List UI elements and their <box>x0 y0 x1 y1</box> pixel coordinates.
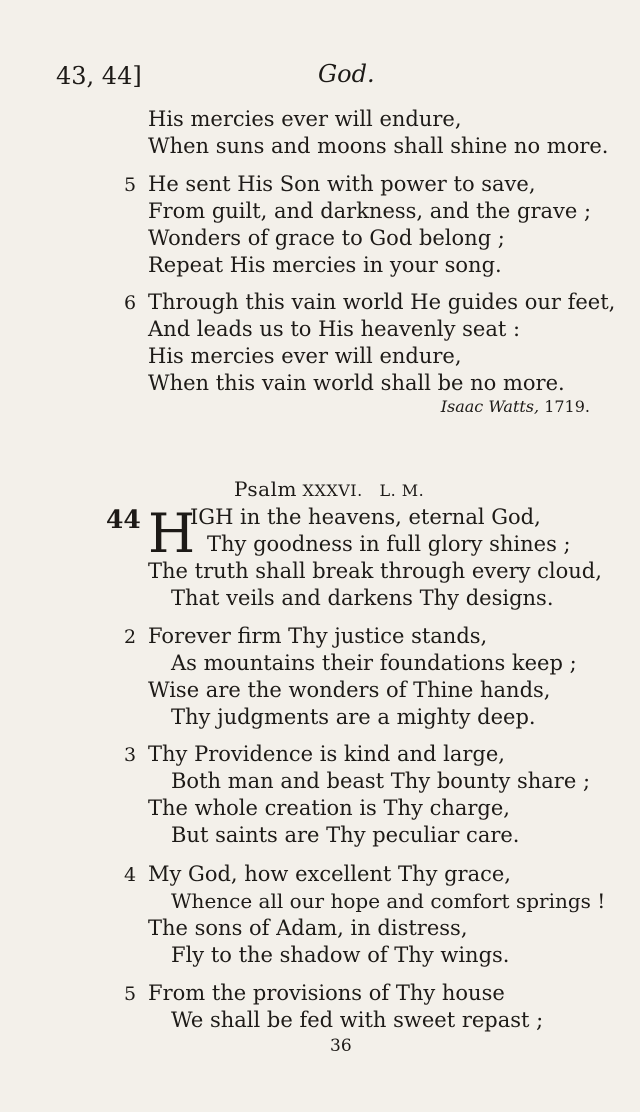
psalm-title-rest: XXXVI. L. M. <box>296 481 425 500</box>
attribution-year: 1719. <box>544 397 590 416</box>
verse-line: Through this vain world He guides our feet, <box>148 290 616 314</box>
verse-line: Repeat His mercies in your song. <box>148 253 502 277</box>
verse-line: IGH in the heavens, eternal God, <box>190 505 541 529</box>
verse-line: From the provisions of Thy house <box>148 981 505 1005</box>
verse-line: His mercies ever will endure, <box>148 344 462 368</box>
verse-line: Thy judgments are a mighty deep. <box>171 705 536 729</box>
stanza-number: 5 <box>124 174 137 196</box>
psalm-title <box>234 479 424 499</box>
verse-line: Thy Providence is kind and large, <box>148 742 505 766</box>
drop-cap: H <box>148 502 196 565</box>
verse-line: And leads us to His heavenly seat : <box>148 317 521 341</box>
verse-line: As mountains their foundations keep ; <box>171 651 577 675</box>
stanza-number: 3 <box>124 744 137 766</box>
verse-line: He sent His Son with power to save, <box>148 172 536 196</box>
page-range: 43, 44] <box>56 62 142 90</box>
stanza-number: 2 <box>124 626 137 648</box>
verse-line: But saints are Thy peculiar care. <box>171 823 520 847</box>
verse-line: The whole creation is Thy charge, <box>148 796 510 820</box>
verse-line: Fly to the shadow of Thy wings. <box>171 943 510 967</box>
stanza-number: 5 <box>124 983 137 1005</box>
verse-line: Wonders of grace to God belong ; <box>148 226 505 250</box>
verse-line: His mercies ever will endure, <box>148 107 462 131</box>
hymn-number: 44 <box>106 505 141 534</box>
verse-line: When this vain world shall be no more. <box>148 371 565 395</box>
stanza-number: 6 <box>124 292 137 314</box>
verse-line: Both man and beast Thy bounty share ; <box>171 769 591 793</box>
verse-line: Forever firm Thy justice stands, <box>148 624 488 648</box>
verse-line: Thy goodness in full glory shines ; <box>207 532 571 556</box>
verse-line: We shall be fed with sweet repast ; <box>171 1008 544 1032</box>
attribution-author: Isaac Watts, <box>440 397 540 416</box>
verse-line: Whence all our hope and comfort springs ! <box>171 889 606 913</box>
attribution <box>441 399 590 415</box>
verse-line: That veils and darkens Thy designs. <box>171 586 554 610</box>
verse-line: From guilt, and darkness, and the grave ; <box>148 199 592 223</box>
verse-line: The truth shall break through every cloud, <box>148 559 602 583</box>
stanza-number: 4 <box>124 864 137 886</box>
section-title: God. <box>318 60 375 88</box>
page-number: 36 <box>330 1036 352 1056</box>
psalm-title-word: Psalm <box>234 477 297 501</box>
verse-line: When suns and moons shall shine no more. <box>148 134 609 158</box>
verse-line: The sons of Adam, in distress, <box>148 916 468 940</box>
verse-line: Wise are the wonders of Thine hands, <box>148 678 551 702</box>
verse-line: My God, how excellent Thy grace, <box>148 862 511 886</box>
